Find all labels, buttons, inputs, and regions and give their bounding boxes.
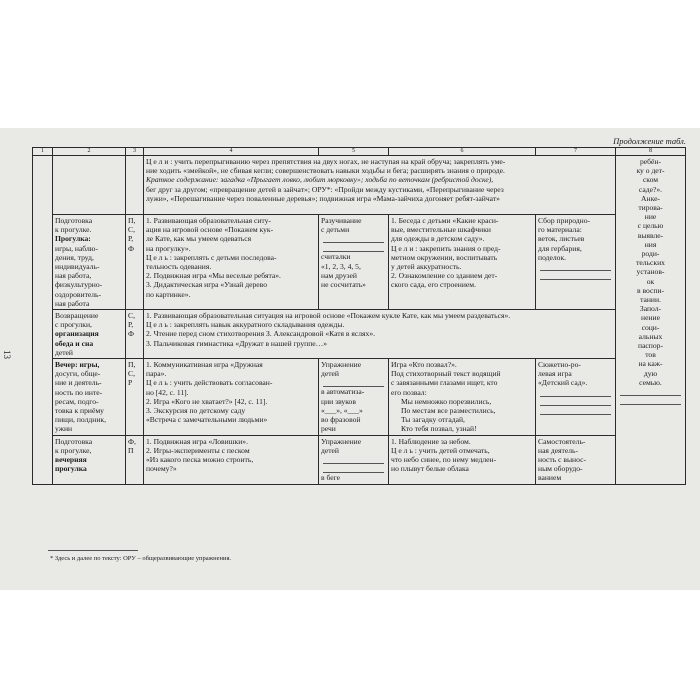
text-line: Запол- bbox=[639, 304, 662, 314]
text-line: ния bbox=[644, 239, 657, 249]
text-line: бег друг за другом; «превращение детей в зайчат»; ОРУ*: «Пройди между кустиками, «Перепрыгивание через bbox=[146, 184, 504, 194]
text-line: 1. Беседа с детьми «Какие краси- bbox=[391, 216, 499, 225]
group-activity-cell bbox=[144, 359, 319, 436]
text-line: 2. Игры-эксперименты с песком bbox=[146, 445, 250, 455]
text-line: товка к приёму bbox=[55, 406, 104, 416]
text-line: ние и деятель- bbox=[55, 378, 102, 388]
text-line: что небо синее, по нему медлен- bbox=[391, 455, 497, 465]
continuation-label: Продолжение табл. bbox=[613, 136, 686, 146]
text-line: С, bbox=[128, 225, 135, 235]
activity-cell bbox=[53, 156, 126, 215]
individual-work-cell bbox=[319, 215, 389, 310]
text-line: Р, bbox=[128, 234, 134, 244]
text-line: ная работа bbox=[55, 298, 90, 308]
text-line: 1. Наблюдение за небом. bbox=[391, 436, 471, 446]
text-line: го материала: bbox=[538, 225, 582, 235]
area-cell bbox=[126, 215, 144, 310]
text-line: Игра «Кто позвал?». bbox=[391, 360, 457, 370]
text-line: но [42, с. 11]. bbox=[146, 387, 189, 397]
blank-line bbox=[323, 243, 384, 252]
text-line: Под стихотворный текст водящий bbox=[391, 369, 501, 379]
footnote-rule bbox=[48, 550, 138, 551]
text-line: паспор- bbox=[638, 341, 663, 351]
text-line: Сюжетно-ро- bbox=[538, 360, 581, 370]
text-line: Прогулка: bbox=[55, 234, 91, 244]
text-line: Ф, bbox=[128, 436, 136, 446]
text-line: игры, наблю- bbox=[55, 243, 98, 253]
text-line: Подготовка bbox=[55, 216, 93, 225]
text-line: для гербария, bbox=[538, 243, 582, 253]
text-line: но плывут белые облака bbox=[391, 464, 469, 474]
text-line: тирова- bbox=[638, 203, 663, 213]
text-line: поделок. bbox=[538, 252, 567, 262]
text-line: Разучивание bbox=[321, 216, 362, 225]
text-line: Ты загадку отгадай, bbox=[401, 415, 465, 425]
blank-line bbox=[323, 455, 384, 464]
text-line: Самостоятель- bbox=[538, 436, 586, 446]
text-line: не сосчитать» bbox=[321, 280, 366, 290]
text-line: в воспи- bbox=[636, 285, 665, 295]
text-line: Ф bbox=[128, 329, 134, 339]
text-line: Мы немножко порезвились, bbox=[401, 396, 492, 406]
text-line: оздоровитель- bbox=[55, 289, 102, 299]
text-line: 2. Подвижная игра «Мы веселые ребята». bbox=[146, 271, 281, 281]
text-line: нение bbox=[641, 313, 660, 323]
text-line: семью. bbox=[639, 377, 662, 387]
text-line: ужин bbox=[55, 424, 73, 434]
text-line: во фразовой bbox=[321, 415, 361, 425]
text-line: ванием bbox=[538, 473, 562, 483]
educational-situation-cell bbox=[389, 359, 536, 436]
text-line: ции звуков bbox=[321, 396, 356, 406]
text-line: соци- bbox=[641, 322, 660, 332]
text-line: Упражнение bbox=[321, 436, 362, 446]
text-line: 2. Чтение перед сном стихотворения З. Александровой «Катя в яслях». bbox=[146, 329, 376, 339]
schedule-table bbox=[32, 147, 686, 485]
walk-goals-cell bbox=[144, 156, 616, 215]
text-line: выявле- bbox=[637, 230, 664, 240]
text-line: тельских bbox=[636, 258, 665, 268]
text-line: на прогулку». bbox=[146, 243, 191, 253]
text-line: индивидуаль- bbox=[55, 262, 100, 272]
blank-line bbox=[540, 262, 611, 271]
blank-line bbox=[540, 406, 611, 415]
parents-cell bbox=[616, 156, 686, 485]
activity-cell bbox=[53, 310, 126, 359]
area-cell bbox=[126, 435, 144, 484]
text-line: «Встреча с замечательными людьми» bbox=[146, 415, 268, 425]
text-line: детей bbox=[321, 445, 339, 455]
independent-activity-cell bbox=[536, 435, 616, 484]
text-line: Ц е л ь : закреплять навык аккуратного складывания одежды. bbox=[146, 320, 345, 330]
blank-line bbox=[620, 396, 681, 405]
text-line: 1. Коммуникативная игра «Дружная bbox=[146, 360, 263, 370]
area-cell bbox=[126, 310, 144, 359]
col-number: 1 bbox=[33, 148, 53, 156]
text-line: ском bbox=[642, 175, 659, 185]
col-number: 6 bbox=[389, 148, 536, 156]
text-line: с завязанными глазами ищет, кто bbox=[391, 378, 498, 388]
activity-cell bbox=[53, 435, 126, 484]
text-line: на каж- bbox=[638, 359, 663, 369]
area-cell bbox=[126, 359, 144, 436]
text-line: 1. Развивающая образовательная ситуация на игровой основе «Покажем кукле Кате, как мы умеем раздеваться». bbox=[146, 311, 511, 321]
individual-work-cell bbox=[319, 359, 389, 436]
table-row bbox=[33, 310, 686, 359]
text-line: к прогулке, bbox=[55, 445, 92, 455]
text-line: Р bbox=[128, 378, 133, 388]
text-line: к прогулке. bbox=[55, 225, 92, 235]
table-row bbox=[33, 359, 686, 436]
text-line: обеда и сна bbox=[55, 338, 94, 348]
text-line: веток, листьев bbox=[538, 234, 585, 244]
text-line: 1. Развивающая образовательная ситу- bbox=[146, 216, 271, 225]
col-number: 4 bbox=[144, 148, 319, 156]
text-line: 2. Игра «Кого не хватает?» [42, с. 11]. bbox=[146, 396, 268, 406]
table-row bbox=[33, 215, 686, 310]
nap-routine-cell bbox=[144, 310, 616, 359]
group-activity-cell bbox=[144, 435, 319, 484]
blank-line bbox=[540, 388, 611, 397]
text-line: ле Кате, как мы умеем одеваться bbox=[146, 234, 252, 244]
text-line: 3. Пальчиковая гимнастика «Дружат в нашей группе…» bbox=[146, 338, 328, 348]
text-line: прогулка bbox=[55, 464, 87, 474]
blank-line bbox=[323, 464, 384, 473]
text-line: ок bbox=[646, 276, 655, 286]
text-line: детей bbox=[55, 347, 73, 357]
text-line: ресам, подго- bbox=[55, 396, 99, 406]
text-line: ация на игровой основе «Покажем кук- bbox=[146, 225, 274, 235]
text-line: П, bbox=[128, 216, 136, 225]
text-line: установ- bbox=[636, 267, 665, 277]
text-line: ребён- bbox=[640, 157, 661, 166]
text-line: «___», «___» bbox=[321, 405, 363, 415]
text-line: детей bbox=[321, 369, 339, 379]
text-line: П bbox=[128, 445, 134, 455]
text-line: с прогулки, bbox=[55, 320, 92, 330]
text-line: метном окружении, воспитывать bbox=[391, 252, 498, 262]
text-line: в автоматиза- bbox=[321, 387, 365, 397]
text-line: Вечер: игры, bbox=[55, 360, 100, 370]
text-line: Подготовка bbox=[55, 436, 93, 446]
text-line: Кто тебя позвал, узнай! bbox=[401, 424, 477, 434]
text-line: почему?» bbox=[146, 464, 177, 474]
text-line: «1, 2, 3, 4, 5, bbox=[321, 261, 361, 271]
group-activity-cell bbox=[144, 215, 319, 310]
text-line: ние ходить «змейкой», не сбивая кегли; совершенствовать навыки ходьбы и бега; расширять знания о природе. bbox=[146, 166, 505, 176]
text-line: нам друзей bbox=[321, 270, 357, 280]
text-line: ку о дет- bbox=[636, 166, 665, 176]
text-line: ского сада, его строением. bbox=[391, 280, 476, 290]
educational-situation-cell bbox=[389, 435, 536, 484]
table-row bbox=[33, 156, 686, 215]
text-line: 3. Экскурсия по детскому саду bbox=[146, 406, 246, 416]
text-line: Ц е л и : учить перепрыгиванию через препятствия на двух ногах, не наступая на край обруча; закреплять уме- bbox=[146, 157, 506, 166]
text-line: По местам все разместились, bbox=[401, 406, 496, 416]
col-number: 5 bbox=[319, 148, 389, 156]
text-line: ность с вынос- bbox=[538, 455, 587, 465]
blank-line bbox=[620, 387, 681, 396]
text-line: лужи», «Перешагивание через поваленные деревья»; подвижная игра «Мама-зайчиха догоняет ребят-зайчат» bbox=[146, 193, 500, 203]
text-line: с детьми bbox=[321, 225, 350, 235]
text-line: Краткое содержание: загадка «Прыгает ловко, любит морковку»; ходьба по веточкам (ребристой доске), bbox=[146, 175, 494, 185]
text-line: роди- bbox=[641, 249, 660, 259]
text-line: ным оборудо- bbox=[538, 464, 583, 474]
text-line: по картинке». bbox=[146, 289, 191, 299]
table-row bbox=[33, 435, 686, 484]
text-line: Ц е л ь : учить действовать согласован- bbox=[146, 378, 273, 388]
text-line: ние bbox=[644, 212, 657, 222]
text-line: Ц е л ь : закреплять с детьми последова- bbox=[146, 252, 277, 262]
text-line: Упражнение bbox=[321, 360, 362, 370]
text-line: 1. Подвижная игра «Ловишки». bbox=[146, 436, 248, 446]
col-number: 2 bbox=[53, 148, 126, 156]
text-line: считалки bbox=[321, 252, 351, 262]
text-line: тании. bbox=[640, 295, 661, 305]
text-line: тельность одевания. bbox=[146, 262, 212, 272]
text-line: досуги, обще- bbox=[55, 369, 101, 379]
text-line: Р, bbox=[128, 320, 134, 330]
text-line: в беге bbox=[321, 473, 341, 483]
educational-situation-cell bbox=[389, 215, 536, 310]
activity-cell bbox=[53, 359, 126, 436]
text-line: пара». bbox=[146, 369, 167, 379]
text-line: тов bbox=[645, 350, 656, 360]
text-line: С, bbox=[128, 311, 135, 321]
text-line: «Детский сад». bbox=[538, 378, 588, 388]
text-line: 3. Дидактическая игра «Узнай дерево bbox=[146, 280, 268, 290]
page-number: 13 bbox=[2, 350, 12, 359]
text-line: саде?». bbox=[638, 184, 663, 194]
text-line: физкультурно- bbox=[55, 280, 103, 290]
text-line: П, bbox=[128, 360, 136, 370]
text-line: Ц е л и : закрепить знания о пред- bbox=[391, 243, 501, 253]
text-line: у детей аккуратность. bbox=[391, 262, 462, 272]
day-cell bbox=[33, 156, 53, 485]
activity-cell bbox=[53, 215, 126, 310]
independent-activity-cell bbox=[536, 359, 616, 436]
text-line: дения, труд, bbox=[55, 252, 94, 262]
col-number: 7 bbox=[536, 148, 616, 156]
text-line: Анке- bbox=[641, 193, 660, 203]
text-line: альных bbox=[638, 331, 663, 341]
text-line: С, bbox=[128, 369, 135, 379]
text-line: 2. Ознакомление со зданием дет- bbox=[391, 271, 498, 281]
text-line: для одежды в детском саду». bbox=[391, 234, 485, 244]
blank-line bbox=[323, 378, 384, 387]
text-line: его позвал: bbox=[391, 387, 427, 397]
text-line: ная деятель- bbox=[538, 445, 579, 455]
area-cell bbox=[126, 156, 144, 215]
blank-line bbox=[540, 397, 611, 406]
text-line: организация bbox=[55, 329, 99, 339]
text-line: Сбор природно- bbox=[538, 216, 591, 225]
text-line: дую bbox=[643, 368, 658, 378]
text-line: ность по инте- bbox=[55, 387, 103, 397]
individual-work-cell bbox=[319, 435, 389, 484]
blank-line bbox=[323, 234, 384, 243]
text-line: речи bbox=[321, 424, 336, 434]
text-line: Ф bbox=[128, 243, 134, 253]
text-line: с целью bbox=[637, 221, 664, 231]
text-line: вые, вместительные шкафчики bbox=[391, 225, 491, 235]
footnote: * Здесь и далее по тексту: ОРУ – общеразвивающие упражнения. bbox=[50, 555, 232, 562]
blank-line bbox=[540, 271, 611, 280]
col-number: 3 bbox=[126, 148, 144, 156]
text-line: вечерняя bbox=[55, 455, 87, 465]
col-number: 8 bbox=[616, 148, 686, 156]
text-line: «Из какого песка можно строить, bbox=[146, 455, 254, 465]
text-line: Возвращение bbox=[55, 311, 99, 321]
text-line: Ц е л ь : учить детей отмечать, bbox=[391, 445, 490, 455]
text-line: пищи, полдник, bbox=[55, 415, 106, 425]
column-numbers-row bbox=[33, 148, 686, 156]
text-line: ная работа, bbox=[55, 271, 92, 281]
text-line: левая игра bbox=[538, 369, 572, 379]
independent-activity-cell bbox=[536, 215, 616, 310]
